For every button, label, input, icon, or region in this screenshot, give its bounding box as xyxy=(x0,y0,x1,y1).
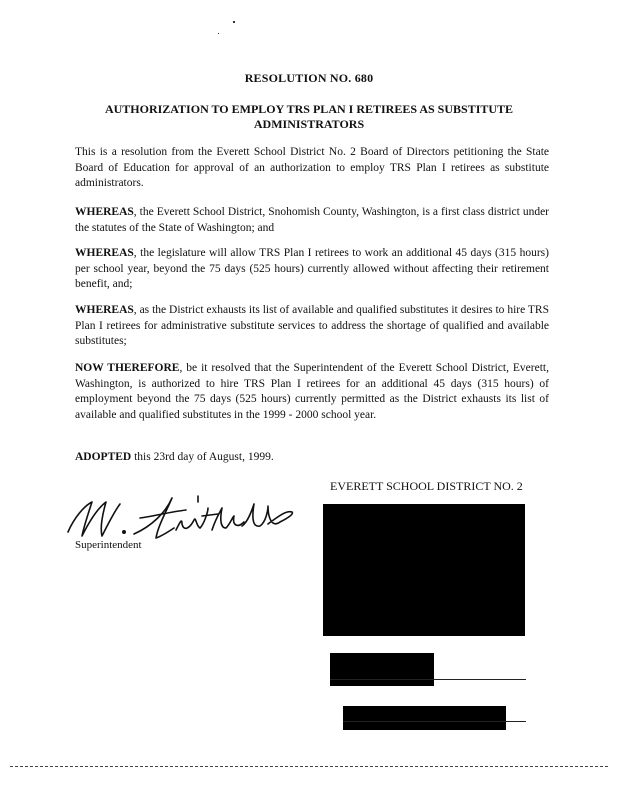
redacted-block-large xyxy=(323,504,525,636)
whereas-clause-2 xyxy=(75,246,549,293)
scan-speck xyxy=(218,33,219,34)
resolution-title: RESOLUTION NO. 680 xyxy=(244,71,374,85)
clause-text: , be it resolved that the Superintendent of the Everett School District, Everett, Washington, is authorized to hire TRS Plan I retirees for an additional 45 days (315 hours) of employment beyond the 75 days (525 hours) currently permitted as the District exhausts its list of available and qualified substitutes in the 1999 - 2000 school year. xyxy=(75,362,549,421)
redacted-block-signature-1 xyxy=(330,653,434,686)
clause-lead: WHEREAS xyxy=(75,247,134,259)
clause-text: , as the District exhausts its list of available and qualified substitutes it desires to hire TRS Plan I retirees for administrative substitute services to address the shortage of qualified and available substitutes; xyxy=(75,304,549,347)
resolution-subtitle xyxy=(70,102,548,132)
clause-text: , the Everett School District, Snohomish County, Washington, is a first class district under the statutes of the State of Washington; and xyxy=(75,206,549,234)
page-bottom-edge xyxy=(10,766,608,767)
whereas-clause-3 xyxy=(75,303,549,350)
subtitle-line-2: ADMINISTRATORS xyxy=(253,117,365,131)
adopted-text: this 23rd day of August, 1999. xyxy=(131,451,274,463)
resolved-clause xyxy=(75,361,549,423)
clause-lead: WHEREAS xyxy=(75,206,134,218)
scan-speck xyxy=(233,21,235,23)
signature-line-1 xyxy=(330,679,526,680)
signature-label: Superintendent xyxy=(75,539,142,551)
redacted-block-signature-2 xyxy=(343,706,506,730)
signature-line-2 xyxy=(343,721,526,722)
intro-paragraph: This is a resolution from the Everett School District No. 2 Board of Directors petitioning the State Board of Education for approval of an authorization to employ TRS Plan I retirees as substitute administrators. xyxy=(75,146,549,189)
organization-name: EVERETT SCHOOL DISTRICT NO. 2 xyxy=(330,479,523,493)
handwritten-signature xyxy=(62,488,297,544)
adopted-lead: ADOPTED xyxy=(75,451,132,463)
subtitle-line-1: AUTHORIZATION TO EMPLOY TRS PLAN I RETIREES AS SUBSTITUTE xyxy=(104,102,514,116)
clause-lead: NOW THEREFORE xyxy=(75,362,180,374)
adopted-line xyxy=(75,450,549,466)
clause-text: , the legislature will allow TRS Plan I retirees to work an additional 45 days (315 hours) per school year, beyond the 75 days (525 hours) currently allowed without affecting their retirement benefit, and; xyxy=(75,247,549,290)
clause-lead: WHEREAS xyxy=(75,304,134,316)
whereas-clause-1 xyxy=(75,205,549,236)
